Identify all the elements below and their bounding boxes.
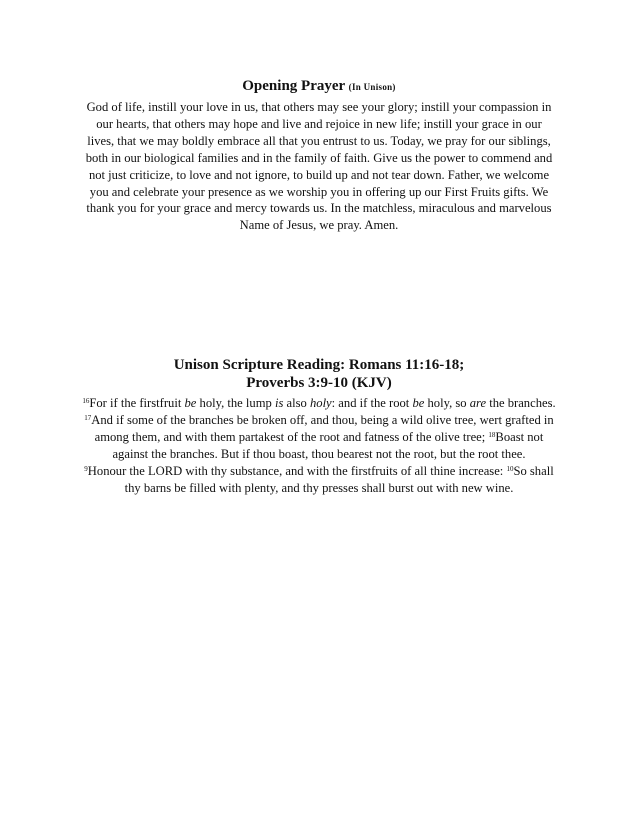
verse-text: And if some of the branches be broken off, and thou, being a wild olive tree, wert grafted in among them, and with them partakest of the root and fatness of the olive tree;	[91, 412, 554, 444]
verse-text: For if the firstfruit	[89, 396, 185, 410]
verse-text: the branches.	[486, 396, 556, 410]
proverbs-passage	[82, 463, 556, 497]
verse-number: 17	[84, 413, 92, 422]
scripture-title-line-2: Proverbs 3:9-10 (KJV)	[246, 375, 392, 391]
verse-text-italic: holy	[309, 396, 332, 410]
verse-number: 10	[506, 464, 514, 473]
opening-prayer-section	[82, 77, 556, 234]
verse-number: 16	[82, 397, 90, 405]
scripture-verse	[84, 464, 506, 478]
opening-prayer-heading	[82, 77, 556, 96]
verse-text: holy, so	[424, 396, 470, 410]
verse-text: Honour the LORD with thy substance, and with the firstfruits of all thine increase:	[87, 463, 507, 478]
scripture-text	[82, 395, 556, 496]
verse-text: Boast not against the branches. But if thou boast, thou bearest not the root, but the root thee.	[112, 429, 544, 461]
verse-number: 9	[84, 464, 88, 473]
verse-text: : and if the root	[331, 396, 413, 410]
verse-text-italic: is	[274, 396, 284, 410]
scripture-reading-section	[82, 356, 556, 496]
scripture-verse	[84, 413, 553, 444]
opening-prayer-note: (In Unison)	[348, 82, 396, 92]
verse-text: holy, the lump	[196, 396, 275, 410]
verse-text-italic: be	[412, 396, 425, 410]
verse-text: also	[283, 396, 310, 410]
verse-number: 18	[488, 430, 496, 439]
scripture-verse	[82, 396, 555, 410]
romans-passage	[82, 396, 555, 461]
opening-prayer-text: God of life, instill your love in us, that others may see your glory; instill your compassion in our hearts, that others may hope and live and rejoice in new life; instill your grace in our lives, that we may boldly embrace all that you entrust to us. Today, we pray for our siblings, both in our biological families and in the family of faith. Give us the power to commend and not just criticize, to love and not ignore, to build up and not tear down. Father, we welcome you and celebrate your presence as we worship you in offering up our First Fruits gifts. We thank you for your grace and mercy towards us. In the matchless, miraculous and marvelous Name of Jesus, we pray. Amen.	[85, 100, 553, 233]
opening-prayer-title: Opening Prayer	[242, 78, 345, 94]
scripture-title-line-1: Unison Scripture Reading: Romans 11:16-18;	[173, 357, 465, 373]
verse-text-italic: be	[184, 396, 197, 410]
verse-text: So shall thy barns be filled with plenty, and thy presses shall burst out with new wine.	[124, 463, 554, 495]
scripture-reading-heading	[82, 356, 556, 392]
verse-text-italic: are	[469, 396, 487, 410]
